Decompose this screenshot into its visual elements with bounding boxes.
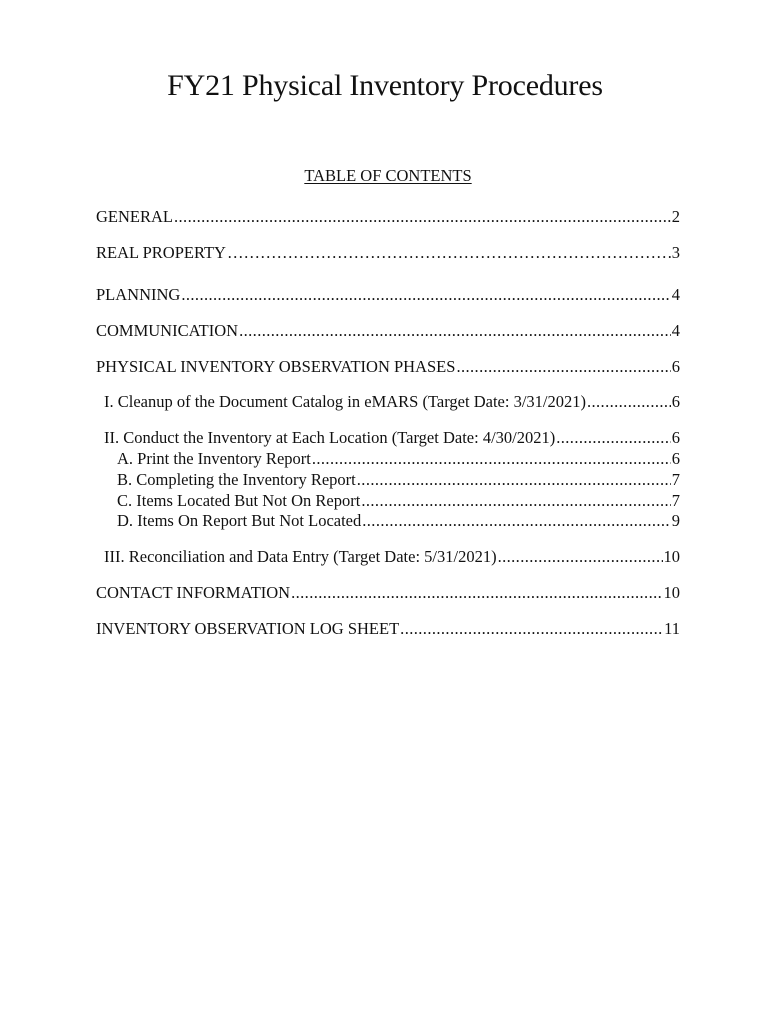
toc-page-number: 10 bbox=[663, 583, 680, 602]
toc-entry-real-property bbox=[96, 242, 680, 264]
toc-page-number: 6 bbox=[671, 392, 680, 411]
toc-entry-label: C. Items Located But Not On Report bbox=[117, 491, 361, 510]
toc-entry-label: CONTACT INFORMATION bbox=[96, 583, 291, 602]
toc-entry-phase-3 bbox=[104, 546, 680, 568]
toc-entry-phase-2a bbox=[117, 448, 680, 470]
toc-entry-label: PHYSICAL INVENTORY OBSERVATION PHASES bbox=[96, 357, 456, 376]
toc-leader bbox=[456, 356, 670, 378]
toc-page-number: 4 bbox=[671, 321, 680, 340]
toc-entry-phase-2b bbox=[117, 469, 680, 491]
toc-leader bbox=[174, 206, 671, 228]
toc-entry-phase-2d bbox=[117, 510, 680, 532]
toc-entry-label: COMMUNICATION bbox=[96, 321, 239, 340]
toc-entry-planning bbox=[96, 284, 680, 306]
toc-leader bbox=[556, 427, 671, 449]
toc-leader bbox=[587, 391, 671, 413]
toc-page-number: 4 bbox=[671, 285, 680, 304]
toc-entry-communication bbox=[96, 320, 680, 342]
toc-entry-log-sheet bbox=[96, 618, 680, 640]
toc-leader bbox=[239, 320, 671, 342]
toc-page-number: 11 bbox=[664, 619, 680, 638]
toc-entry-label: III. Reconciliation and Data Entry (Target Date: 5/31/2021) bbox=[104, 547, 497, 566]
toc-leader bbox=[361, 490, 670, 512]
toc-leader bbox=[498, 546, 663, 568]
toc-page-number: 6 bbox=[671, 428, 680, 447]
toc-leader bbox=[400, 618, 663, 640]
toc-entry-phase-1 bbox=[104, 391, 680, 413]
toc-entry-general bbox=[96, 206, 680, 228]
toc-entry-contact-information bbox=[96, 582, 680, 604]
toc-page-number: 9 bbox=[671, 511, 680, 530]
document-title: FY21 Physical Inventory Procedures bbox=[167, 69, 603, 102]
toc-leader bbox=[312, 448, 671, 470]
toc-entry-label: GENERAL bbox=[96, 207, 173, 226]
toc-heading: TABLE OF CONTENTS bbox=[304, 166, 472, 185]
toc-entry-label: II. Conduct the Inventory at Each Location (Target Date: 4/30/2021) bbox=[104, 428, 556, 447]
toc-entry-label: D. Items On Report But Not Located bbox=[117, 511, 362, 530]
toc-entry-label: INVENTORY OBSERVATION LOG SHEET bbox=[96, 619, 400, 638]
toc-entry-label: B. Completing the Inventory Report bbox=[117, 470, 356, 489]
toc-entry-observation-phases bbox=[96, 356, 680, 378]
toc-page-number: 7 bbox=[671, 491, 680, 510]
toc-entry-label: REAL PROPERTY bbox=[96, 243, 226, 262]
toc-leader bbox=[227, 242, 671, 264]
toc-page-number: 2 bbox=[671, 207, 680, 226]
toc-page-number: 3 bbox=[671, 243, 680, 262]
toc-page-number: 7 bbox=[671, 470, 680, 489]
toc-entry-phase-2 bbox=[104, 427, 680, 449]
toc-page-number: 6 bbox=[671, 357, 680, 376]
toc-leader bbox=[362, 510, 671, 532]
toc-page-number: 10 bbox=[663, 547, 680, 566]
toc-leader bbox=[291, 582, 662, 604]
toc-page-number: 6 bbox=[671, 449, 680, 468]
toc-entry-phase-2c bbox=[117, 490, 680, 512]
toc-leader bbox=[357, 469, 671, 491]
toc-leader bbox=[181, 284, 670, 306]
toc-entry-label: A. Print the Inventory Report bbox=[117, 449, 311, 468]
toc-entry-label: I. Cleanup of the Document Catalog in eMARS (Target Date: 3/31/2021) bbox=[104, 392, 586, 411]
toc-entry-label: PLANNING bbox=[96, 285, 181, 304]
